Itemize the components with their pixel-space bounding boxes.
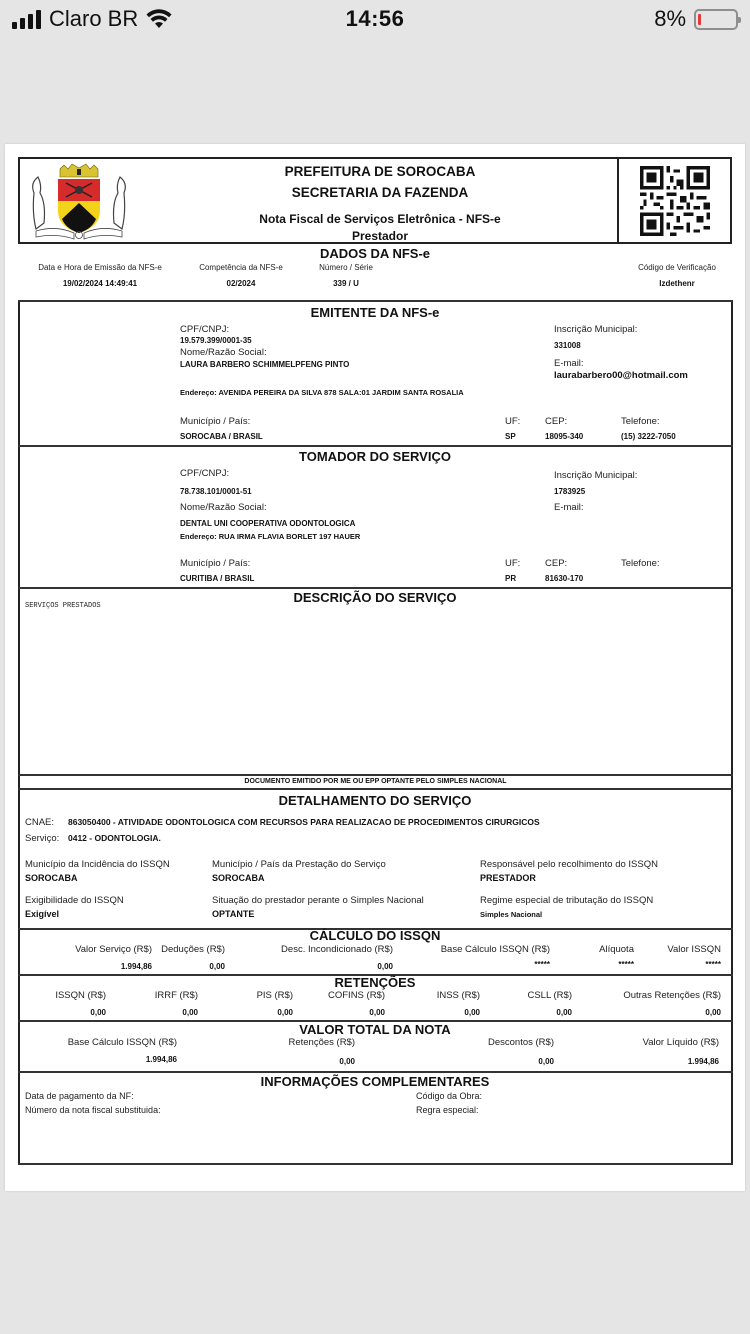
tomador-cpf: 78.738.101/0001-51 [180,487,252,496]
total-descontos-label: Descontos (R$) [488,1037,554,1048]
numero-label: Número / Série [319,263,373,272]
regime-label: Regime especial de tributação do ISSQN [480,895,654,906]
tomador-nome-label: Nome/Razão Social: [180,502,267,513]
ret-inss-value: 0,00 [464,1008,480,1017]
data-pagamento-label: Data de pagamento da NF: [25,1091,134,1101]
ret-issqn-label: ISSQN (R$) [55,990,106,1001]
tomador-municipio: CURITIBA / BRASIL [180,574,255,583]
numero-value: 339 / U [333,279,359,288]
ret-pis-label: PIS (R$) [256,990,293,1001]
incidencia-label: Município da Incidência do ISSQN [25,859,170,870]
document-header [18,157,732,244]
emitente-inscricao: 331008 [554,341,581,350]
valor-total-title: VALOR TOTAL DA NOTA [299,1022,451,1037]
emitente-cep-label: CEP: [545,416,568,427]
responsavel-value: PRESTADOR [480,873,536,883]
tomador-telefone-label: Telefone: [621,558,660,569]
nfse-document [5,144,745,1191]
ret-csll-value: 0,00 [556,1008,572,1017]
total-retencoes-value: 0,00 [339,1057,355,1066]
calc-desc-label: Desc. Incondicionado (R$) [281,944,393,955]
ret-cofins-label: COFINS (R$) [328,990,385,1001]
calc-base-label: Base Cálculo ISSQN (R$) [440,944,550,955]
calc-deducoes-value: 0,00 [209,962,225,971]
calculo-title: CÁLCULO DO ISSQN [309,928,441,943]
prestacao-label: Município / País da Prestação do Serviço [212,859,386,870]
header-line-4: Prestador [351,229,409,243]
emitente-uf: SP [505,432,516,441]
cnae-label: CNAE: [25,817,55,828]
informacoes-title: INFORMAÇÕES COMPLEMENTARES [260,1074,490,1089]
situacao-value: OPTANTE [212,909,255,919]
calc-aliquota-label: Alíquota [599,944,634,955]
emitente-municipio-label: Município / País: [180,416,251,427]
ret-csll-label: CSLL (R$) [527,990,572,1001]
tomador-email-label: E-mail: [554,502,584,513]
tomador-nome: DENTAL UNI COOPERATIVA ODONTOLOGICA [180,519,356,528]
regra-especial-label: Regra especial: [416,1105,479,1115]
ret-irrf-value: 0,00 [182,1008,198,1017]
clock: 14:56 [345,6,405,31]
emissao-label: Data e Hora de Emissão da NFS-e [38,263,162,272]
tomador-inscricao: 1783925 [554,487,586,496]
calc-base-value: ***** [534,960,550,969]
emitente-email-label: E-mail: [554,358,584,369]
competencia-value: 02/2024 [226,279,256,288]
ret-cofins-value: 0,00 [369,1008,385,1017]
servico-value: 0412 - ODONTOLOGIA. [68,833,161,843]
total-base-value: 1.994,86 [145,1055,177,1064]
emitente-cep: 18095-340 [545,432,584,441]
ret-pis-value: 0,00 [277,1008,293,1017]
coat-of-arms-logo [26,163,132,241]
calc-valor-servico-label: Valor Serviço (R$) [75,944,152,955]
competencia-label: Competência da NFS-e [199,263,283,272]
emitente-inscricao-label: Inscrição Municipal: [554,324,638,335]
calc-deducoes-label: Deduções (R$) [161,944,225,955]
codigo-obra-label: Código da Obra: [416,1091,483,1101]
numero-substituida-label: Número da nota fiscal substituida: [25,1105,161,1115]
situacao-label: Situação do prestador perante o Simples Nacional [212,895,424,906]
exigibilidade-label: Exigibilidade do ISSQN [25,895,124,906]
total-retencoes-label: Retenções (R$) [288,1037,355,1048]
emitente-cpf: 19.579.399/0001-35 [180,336,252,345]
qr-code-icon [640,166,710,236]
tomador-uf-label: UF: [505,558,521,569]
status-bar [0,0,750,42]
tomador-cep-label: CEP: [545,558,568,569]
calc-valor-servico-value: 1.994,86 [120,962,152,971]
carrier-name: Claro BR [49,6,139,31]
ret-issqn-value: 0,00 [90,1008,106,1017]
emitente-uf-label: UF: [505,416,521,427]
descricao-text: SERVIÇOS PRESTADOS [25,602,101,610]
emitente-title: EMITENTE DA NFS-e [310,305,440,320]
calc-aliquota-value: ***** [618,960,634,969]
tomador-uf: PR [505,574,517,583]
emitente-cpf-label: CPF/CNPJ: [180,324,230,335]
battery-icon [694,9,738,30]
battery-percent: 8% [654,6,686,31]
calc-valor-issqn-value: ***** [705,960,721,969]
cnae-value: 863050400 - ATIVIDADE ODONTOLOGICA COM RECURSOS PARA REALIZACAO DE PROCEDIMENTOS CIRURGICOS [68,817,540,827]
emitente-email: laurabarbero00@hotmail.com [554,370,688,381]
exigibilidade-value: Exigível [25,909,60,919]
emitente-telefone: (15) 3222-7050 [621,432,676,441]
emitente-telefone-label: Telefone: [621,416,660,427]
ret-inss-label: INSS (R$) [436,990,480,1001]
calc-valor-issqn-label: Valor ISSQN [667,944,721,955]
verificacao-label: Código de Verificação [638,263,716,272]
tomador-cpf-label: CPF/CNPJ: [180,468,230,479]
total-liquido-label: Valor Líquido (R$) [642,1037,719,1048]
emissao-value: 19/02/2024 14:49:41 [62,279,138,288]
total-descontos-value: 0,00 [538,1057,554,1066]
total-base-label: Base Cálculo ISSQN (R$) [67,1037,177,1048]
tomador-endereco: Endereço: RUA IRMA FLAVIA BORLET 197 HAUER [180,532,361,541]
tomador-inscricao-label: Inscrição Municipal: [554,470,638,481]
tomador-municipio-label: Município / País: [180,558,251,569]
emitente-municipio: SOROCABA / BRASIL [180,432,263,441]
regime-value: Simples Nacional [480,910,543,919]
header-line-1: PREFEITURA DE SOROCABA [284,164,476,179]
responsavel-label: Responsável pelo recolhimento do ISSQN [480,859,658,870]
simples-nacional-note: DOCUMENTO EMITIDO POR ME OU EPP OPTANTE PELO SIMPLES NACIONAL [244,778,507,785]
header-line-2: SECRETARIA DA FAZENDA [291,185,469,200]
ret-outras-label: Outras Retenções (R$) [623,990,721,1001]
dados-title: DADOS DA NFS-e [319,246,431,261]
tomador-title: TOMADOR DO SERVIÇO [299,449,451,464]
total-liquido-value: 1.994,86 [687,1057,719,1066]
prestacao-value: SOROCABA [212,873,265,883]
descricao-title: DESCRIÇÃO DO SERVIÇO [293,590,457,605]
ret-irrf-label: IRRF (R$) [154,990,198,1001]
servico-label: Serviço: [25,833,60,844]
detalhamento-title: DETALHAMENTO DO SERVIÇO [278,793,472,808]
emitente-nome: LAURA BARBERO SCHIMMELPFENG PINTO [180,360,350,369]
verificacao-value: Izdethenr [659,279,695,288]
calc-desc-value: 0,00 [377,962,393,971]
retencoes-title: RETENÇÕES [334,975,416,990]
tomador-cep: 81630-170 [545,574,584,583]
ret-outras-value: 0,00 [705,1008,721,1017]
emitente-endereco: Endereço: AVENIDA PEREIRA DA SILVA 878 SALA:01 JARDIM SANTA ROSALIA [180,388,464,397]
emitente-nome-label: Nome/Razão Social: [180,347,267,358]
header-line-3: Nota Fiscal de Serviços Eletrônica - NFS-e [259,212,501,226]
incidencia-value: SOROCABA [25,873,78,883]
